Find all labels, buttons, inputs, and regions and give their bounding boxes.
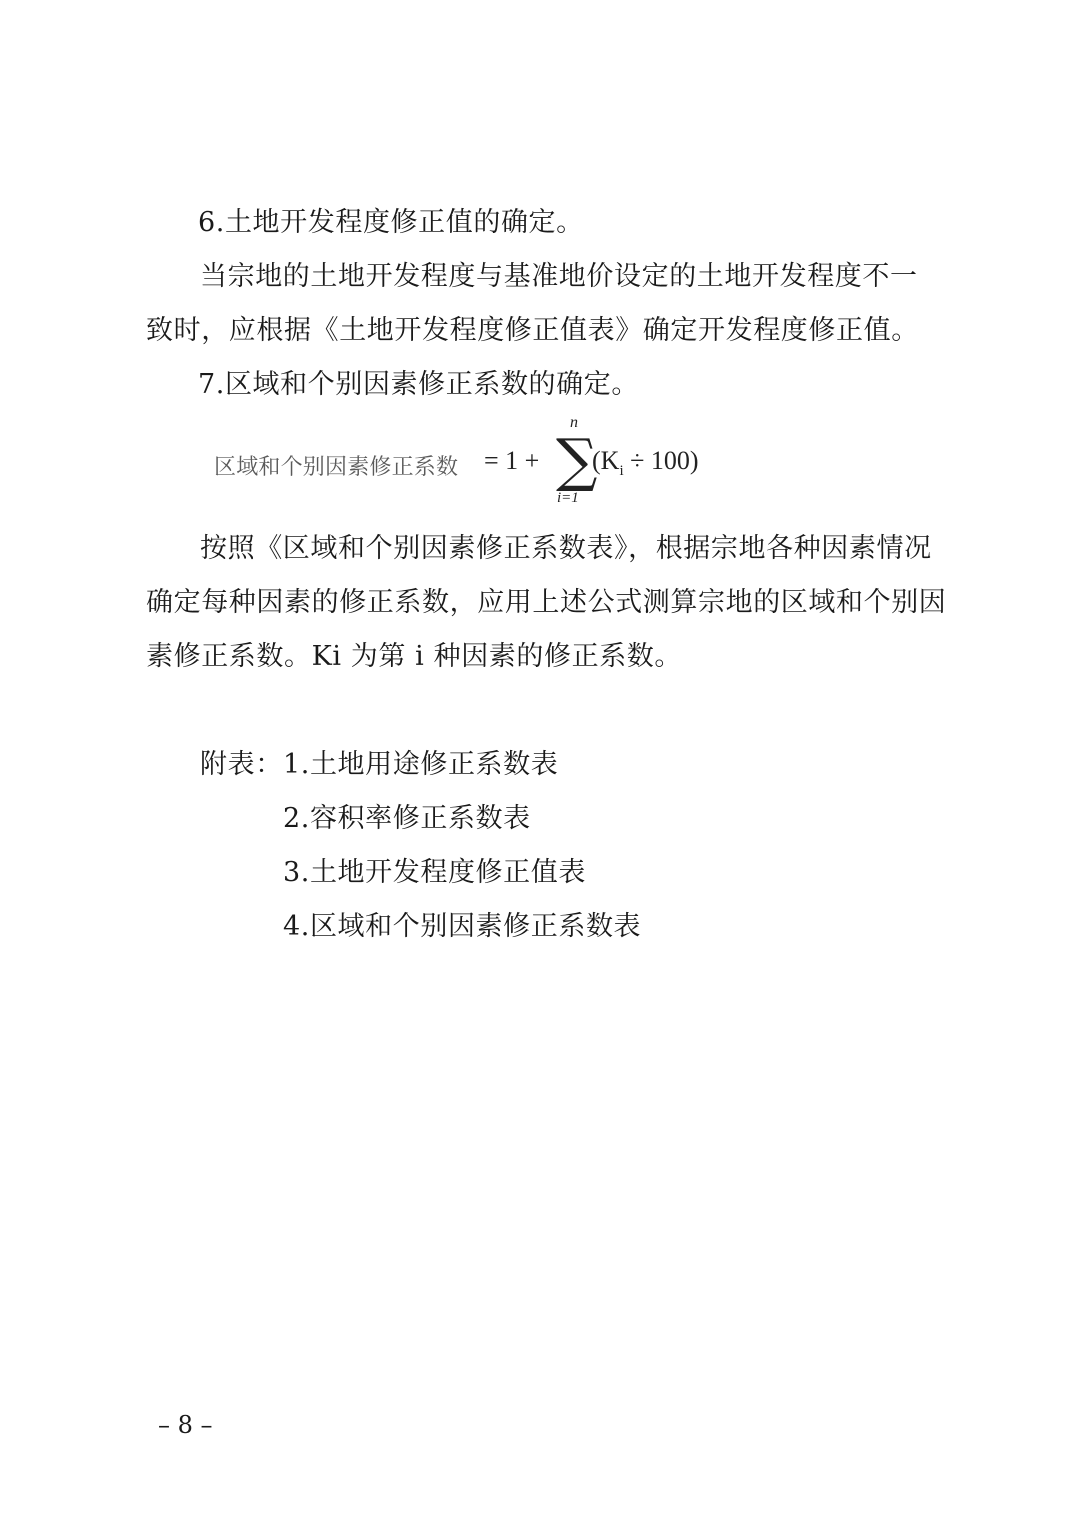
formula-equals-one-plus: = 1 + bbox=[484, 446, 540, 475]
paragraph-formula-explain-line-1: 按照《区域和个别因素修正系数表》，根据宗地各种因素情况 bbox=[200, 533, 932, 564]
paragraph-section-7-heading: 7.区域和个别因素修正系数的确定。 bbox=[198, 369, 639, 400]
summation-icon: ∑ bbox=[556, 426, 598, 494]
formula-rhs bbox=[592, 446, 699, 480]
formula-lhs: 区域和个别因素修正系数 bbox=[214, 455, 459, 480]
page-number: – 8 – bbox=[158, 1411, 213, 1439]
formula-rhs-close: ÷ 100) bbox=[623, 446, 699, 475]
formula-sum-upper-limit: n bbox=[570, 414, 578, 431]
paragraph-formula-explain-line-3: 素修正系数。Ki 为第 i 种因素的修正系数。 bbox=[146, 641, 682, 672]
appendix-item-4: 4.区域和个别因素修正系数表 bbox=[283, 911, 642, 942]
paragraph-section-6-body-line-2: 致时，应根据《土地开发程度修正值表》确定开发程度修正值。 bbox=[146, 315, 919, 346]
paragraph-section-6-body-line-1: 当宗地的土地开发程度与基准地价设定的土地开发程度不一 bbox=[200, 261, 918, 292]
appendix-label: 附表： bbox=[200, 749, 283, 780]
appendix-item-1: 1.土地用途修正系数表 bbox=[283, 749, 559, 780]
formula-rhs-open: (K bbox=[592, 446, 620, 475]
paragraph-formula-explain-line-2: 确定每种因素的修正系数，应用上述公式测算宗地的区域和个别因 bbox=[146, 587, 947, 618]
paragraph-section-6-heading: 6.土地开发程度修正值的确定。 bbox=[198, 207, 584, 238]
formula-sum-lower-limit: i=1 bbox=[557, 490, 579, 506]
appendix-item-2: 2.容积率修正系数表 bbox=[283, 803, 531, 834]
correction-coefficient-formula bbox=[214, 414, 734, 520]
formula-rhs-subscript: i bbox=[619, 463, 624, 480]
appendix-item-3: 3.土地开发程度修正值表 bbox=[283, 857, 586, 888]
